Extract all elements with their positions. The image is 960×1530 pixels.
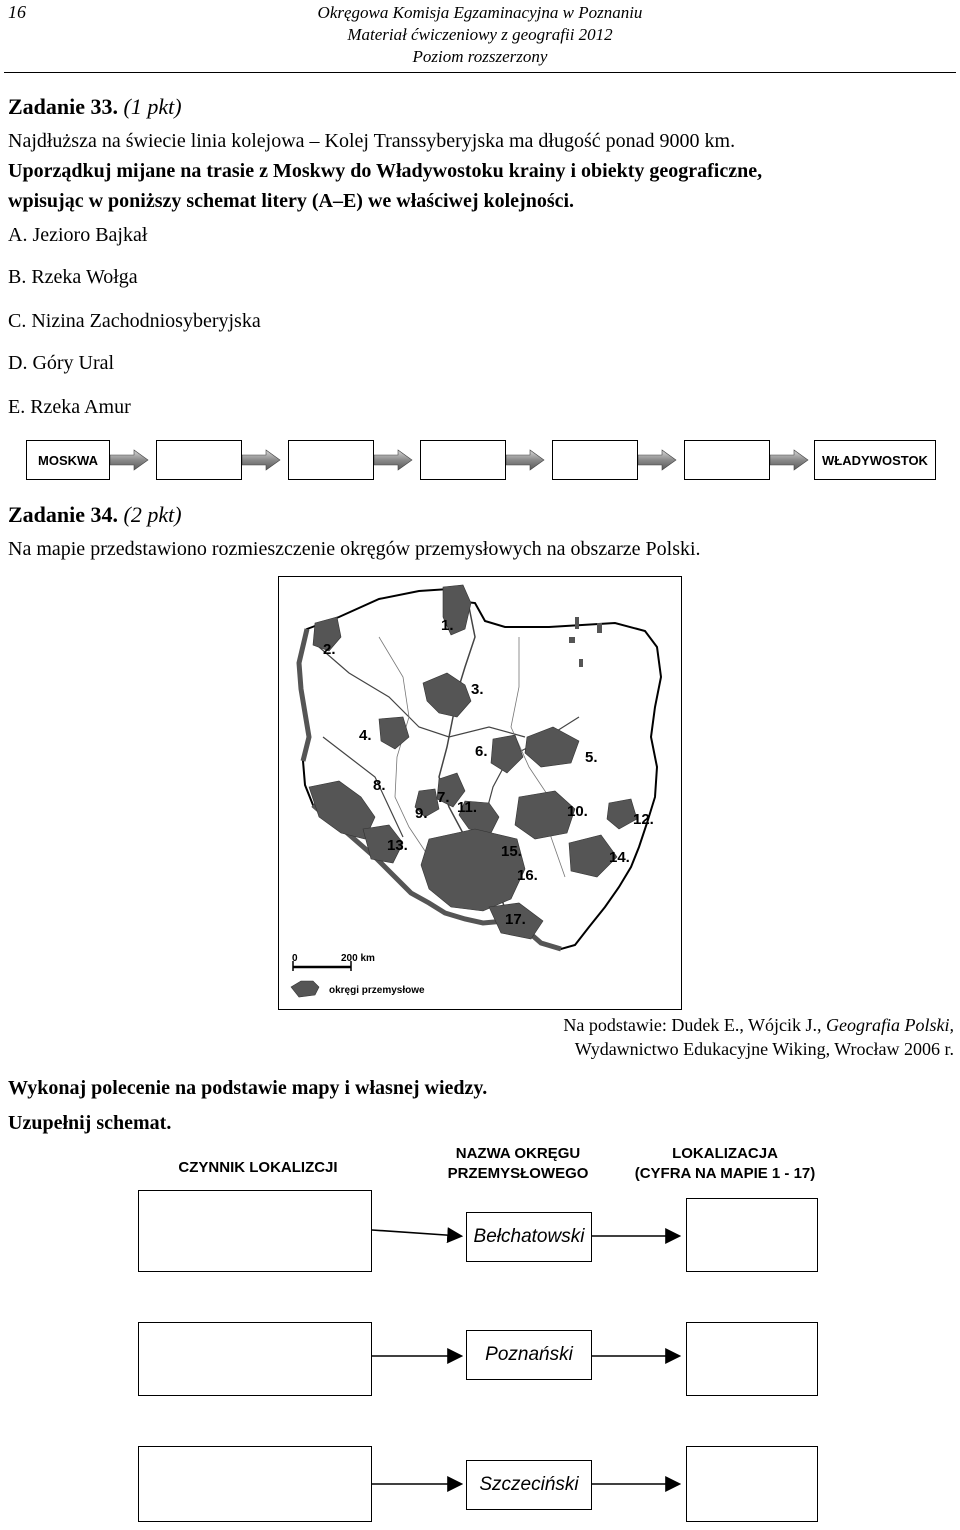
map-label-8: 8.: [373, 777, 386, 794]
map-label-17: 17.: [505, 911, 526, 928]
district-name-box-1: Bełchatowski: [466, 1212, 592, 1262]
task33-option-a: A. Jezioro Bajkał: [8, 224, 148, 246]
task33-option-c: C. Nizina Zachodniosyberyjska: [8, 310, 261, 332]
map-label-12: 12.: [633, 811, 654, 828]
task33-title: Zadanie 33.: [8, 94, 119, 119]
map-label-1: 1.: [441, 617, 454, 634]
column-header-location-line1: LOKALIZACJA: [672, 1145, 778, 1162]
column-header-name-line1: NAZWA OKRĘGU: [455, 1145, 581, 1162]
task34-intro: Na mapie przedstawiono rozmieszczenie okręgów przemysłowych na obszarze Polski.: [8, 538, 701, 560]
column-header-factor: CZYNNIK LOKALIZCJI: [178, 1159, 338, 1176]
map-label-2: 2.: [323, 641, 336, 658]
district-name-box-3: Szczeciński: [466, 1460, 592, 1510]
district-name-box-2: Poznański: [466, 1330, 592, 1380]
map-label-5: 5.: [585, 749, 598, 766]
header-level: Poziom rozszerzony: [412, 47, 548, 66]
task33-points: (1 pkt): [123, 94, 182, 119]
map-label-16: 16.: [517, 867, 538, 884]
map-label-7: 7.: [437, 789, 450, 806]
task34-command-1: Wykonaj polecenie na podstawie mapy i własnej wiedzy.: [8, 1077, 488, 1099]
arrow-icon: [372, 1230, 460, 1236]
location-box-2[interactable]: [686, 1322, 818, 1396]
task34-command-2: Uzupełnij schemat.: [8, 1112, 172, 1134]
page-number: 16: [8, 2, 26, 22]
task34-points: (2 pkt): [123, 502, 182, 527]
map-label-10: 10.: [567, 803, 588, 820]
task33-instruction-1: Uporządkuj mijane na trasie z Moskwy do Władywostoku krainy i obiekty geograficzne,: [8, 160, 763, 182]
scale-label: 200 km: [341, 953, 375, 964]
map-label-15: 15.: [501, 843, 522, 860]
map-label-9: 9.: [415, 805, 428, 822]
task33-option-b: B. Rzeka Wołga: [8, 266, 138, 288]
map-source-line-2: Wydawnictwo Edukacyjne Wiking, Wrocław 2006 r.: [574, 1039, 954, 1059]
scale-zero: 0: [292, 953, 298, 964]
map-label-6: 6.: [475, 743, 488, 760]
wladywostok-box: WŁADYWOSTOK: [814, 440, 936, 480]
column-header-name-line2: PRZEMYSŁOWEGO: [447, 1165, 589, 1182]
task33-option-e: E. Rzeka Amur: [8, 396, 131, 418]
map-label-3: 3.: [471, 681, 484, 698]
task33-option-d: D. Góry Ural: [8, 352, 115, 374]
moskwa-box: MOSKWA: [26, 440, 110, 480]
source-title: Geografia Polski,: [826, 1015, 954, 1035]
source-authors: Na podstawie: Dudek E., Wójcik J.,: [563, 1015, 826, 1035]
map-label-14: 14.: [609, 849, 630, 866]
factor-box-3[interactable]: [138, 1446, 372, 1522]
factor-box-1[interactable]: [138, 1190, 372, 1272]
map-label-13: 13.: [387, 837, 408, 854]
task34-title: Zadanie 34.: [8, 502, 119, 527]
map-label-4: 4.: [359, 727, 372, 744]
location-box-1[interactable]: [686, 1198, 818, 1272]
legend-label: okręgi przemysłowe: [329, 985, 425, 996]
column-header-location-line2: (CYFRA NA MAPIE 1 - 17): [634, 1165, 816, 1182]
location-box-3[interactable]: [686, 1446, 818, 1522]
task33-intro: Najdłuższa na świecie linia kolejowa – Kolej Transsyberyjska ma długość ponad 9000 km.: [8, 130, 736, 152]
factor-box-2[interactable]: [138, 1322, 372, 1396]
map-label-11: 11.: [457, 799, 478, 816]
task33-instruction-2: wpisując w poniższy schemat litery (A–E) we właściwej kolejności.: [8, 190, 575, 212]
header-material: Materiał ćwiczeniowy z geografii 2012: [347, 25, 613, 44]
header-institution: Okręgowa Komisja Egzaminacyjna w Poznaniu: [317, 3, 643, 22]
